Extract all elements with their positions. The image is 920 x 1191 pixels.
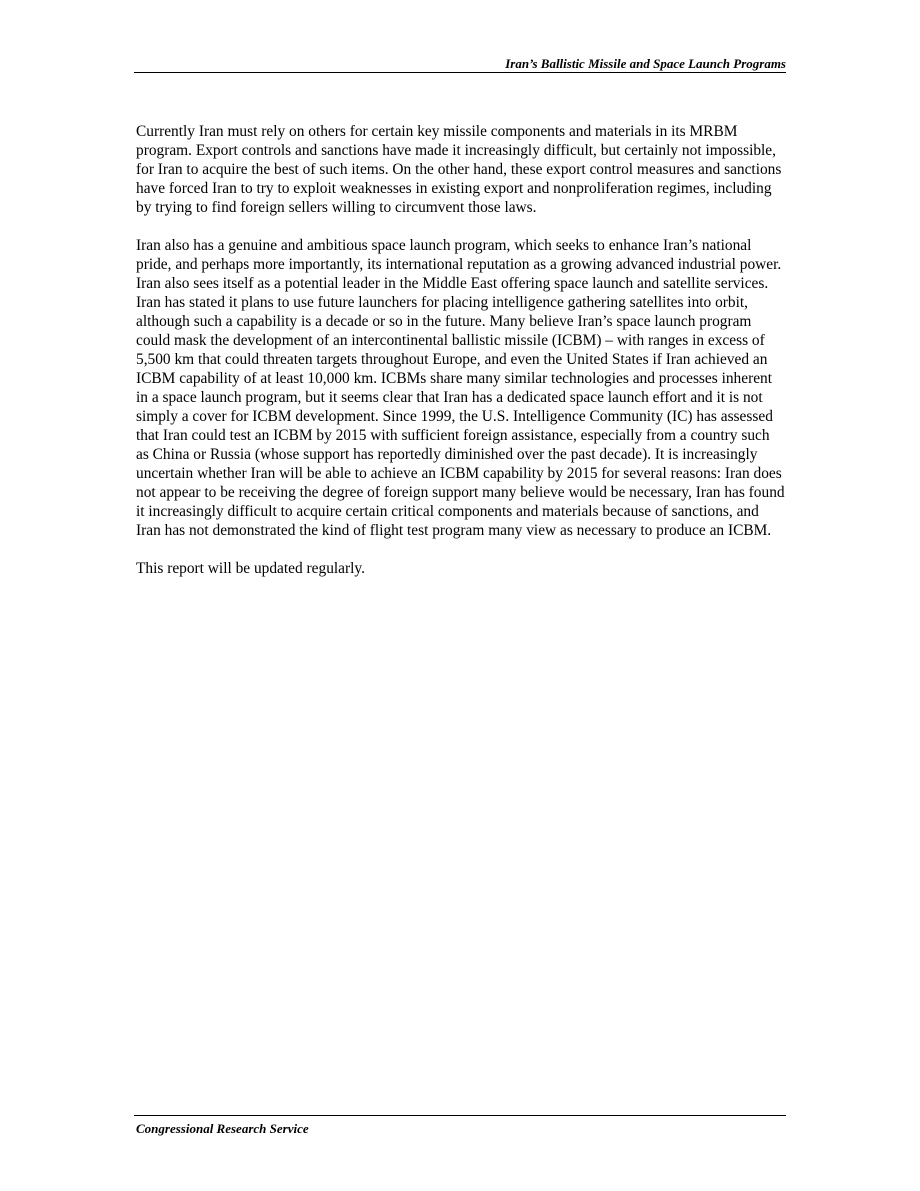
page-footer bbox=[134, 1115, 786, 1136]
body-text bbox=[136, 122, 786, 597]
paragraph-update-note: This report will be updated regularly. bbox=[136, 560, 365, 577]
running-title: Iran’s Ballistic Missile and Space Launch Programs bbox=[505, 56, 786, 71]
paragraph-space-launch: Iran also has a genuine and ambitious space launch program, which seeks to enhance Iran’s national pride, and perhaps more importantly, its international reputation as a growing advanced industrial power. Iran also sees itself as a potential leader in the Middle East offering space launch and satellite services. Iran has stated it plans to use future launchers for placing intelligence gathering satellites into orbit, although such a capability is a decade or so in the future. Many believe Iran’s space launch program could mask the development of an intercontinental ballistic missile (ICBM) – with ranges in excess of 5,500 km that could threaten targets throughout Europe, and even the United States if Iran achieved an ICBM capability of at least 10,000 km. ICBMs share many similar technologies and processes inherent in a space launch program, but it seems clear that Iran has a dedicated space launch effort and it is not simply a cover for ICBM development. Since 1999, the U.S. Intelligence Community (IC) has assessed that Iran could test an ICBM by 2015 with sufficient foreign assistance, especially from a country such as China or Russia (whose support has reportedly diminished over the past decade). It is increasingly uncertain whether Iran will be able to achieve an ICBM capability by 2015 for several reasons: Iran does not appear to be receiving the degree of foreign support many believe would be necessary, Iran has found it increasingly difficult to acquire certain critical components and materials because of sanctions, and Iran has not demonstrated the kind of flight test program many view as necessary to produce an ICBM. bbox=[136, 237, 785, 539]
footer-organization: Congressional Research Service bbox=[136, 1121, 309, 1136]
page-header bbox=[134, 56, 786, 73]
paragraph-export-controls: Currently Iran must rely on others for certain key missile components and materials in its MRBM program. Export controls and sanctions have made it increasingly difficult, but certainly not impossible, for Iran to acquire the best of such items. On the other hand, these export control measures and sanctions have forced Iran to try to exploit weaknesses in existing export and nonproliferation regimes, including by trying to find foreign sellers willing to circumvent those laws. bbox=[136, 123, 782, 216]
